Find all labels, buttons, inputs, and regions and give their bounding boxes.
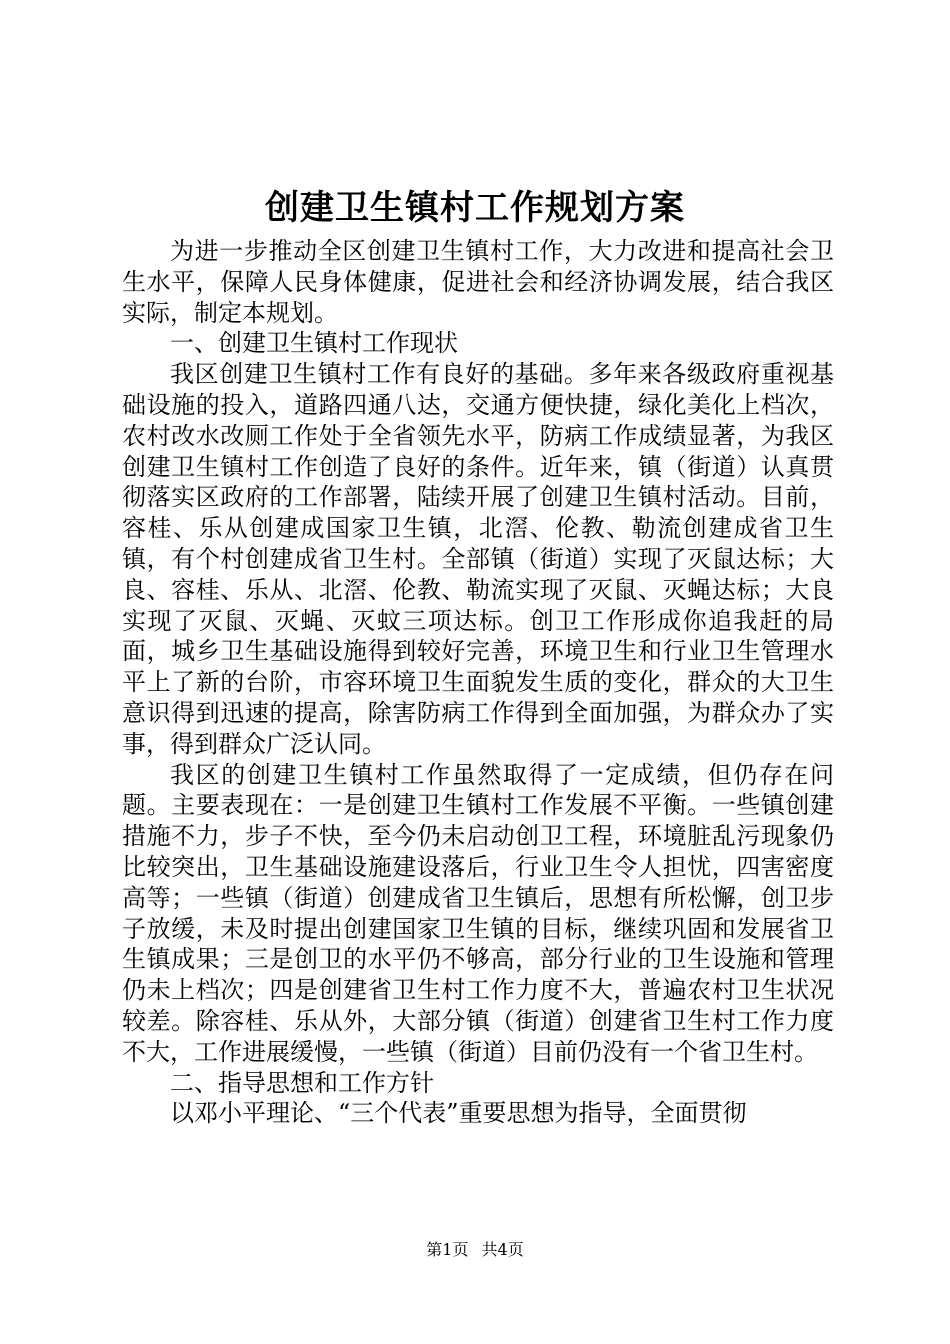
guiding-paragraph: 以邓小平理论、“三个代表”重要思想为指导，全面贯彻: [170, 1099, 747, 1128]
document-body: [122, 236, 834, 1129]
status-paragraph: 我区创建卫生镇村工作有良好的基础。多年来各级政府重视基础设施的投入，道路四通八达，交通方便快捷，绿化美化上档次，农村改水改厕工作处于全省领先水平，防病工作成绩显著，为我区创建卫生镇村工作创造了良好的条件。近年来，镇（街道）认真贯彻落实区政府的工作部署，陆续开展了创建卫生镇村活动。目前，容桂、乐从创建成国家卫生镇，北滘、伦教、勒流创建成省卫生镇，有个村创建成省卫生村。全部镇（街道）实现了灭鼠达标；大良、容桂、乐从、北滘、伦教、勒流实现了灭鼠、灭蝇达标；大良实现了灭鼠、灭蝇、灭蚊三项达标。创卫工作形成你追我赶的局面，城乡卫生基础设施得到较好完善，环境卫生和行业卫生管理水平上了新的台阶，市容环境卫生面貌发生质的变化，群众的大卫生意识得到迅速的提高，除害防病工作得到全面加强，为群众办了实事，得到群众广泛认同。: [122, 360, 834, 758]
intro-paragraph: 为进一步推动全区创建卫生镇村工作，大力改进和提高社会卫生水平，保障人民身体健康，促进社会和经济协调发展，结合我区实际，制定本规划。: [122, 237, 834, 327]
section-heading-2: 二、指导思想和工作方针: [170, 1068, 434, 1097]
page-footer: [0, 1240, 950, 1260]
document-title: 创建卫生镇村工作规划方案: [265, 188, 685, 228]
problems-paragraph: 我区的创建卫生镇村工作虽然取得了一定成绩，但仍存在问题。主要表现在：一是创建卫生镇村工作发展不平衡。一些镇创建措施不力，步子不快，至今仍未启动创卫工程，环境脏乱污现象仍比较突出，卫生基础设施建设落后，行业卫生令人担忧，四害密度高等；一些镇（街道）创建成省卫生镇后，思想有所松懈，创卫步子放缓，未及时提出创建国家卫生镇的目标，继续巩固和发展省卫生镇成果；三是创卫的水平仍不够高，部分行业的卫生设施和管理仍未上档次；四是创建省卫生村工作力度不大，普遍农村卫生状况较差。除容桂、乐从外，大部分镇（街道）创建省卫生村工作力度不大，工作进展缓慢，一些镇（街道）目前仍没有一个省卫生村。: [122, 760, 834, 1066]
section-heading-1: 一、创建卫生镇村工作现状: [170, 329, 458, 358]
page-number: 第1页: [426, 1240, 469, 1259]
page-total: 共4页: [481, 1240, 524, 1259]
